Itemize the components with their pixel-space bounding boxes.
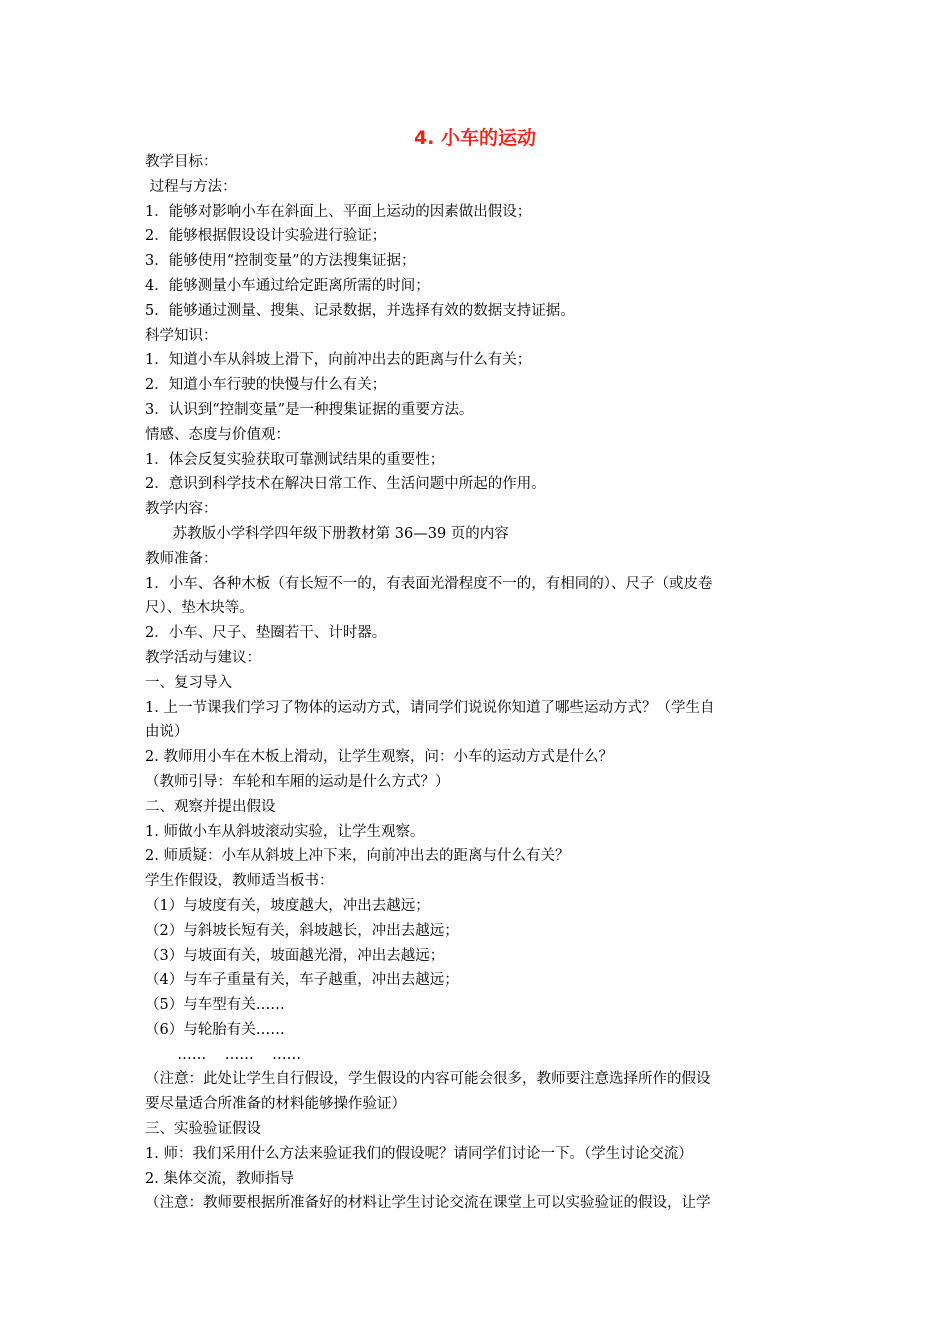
text-line: 1. 师做小车从斜坡滚动实验，让学生观察。	[145, 823, 425, 840]
text-line: 3．认识到“控制变量”是一种搜集证据的重要方法。	[145, 401, 474, 418]
text-line: 苏教版小学科学四年级下册教材第 36—39 页的内容	[145, 525, 509, 542]
text-line: （6）与轮胎有关……	[145, 1021, 285, 1038]
text-line: 由说）	[145, 724, 189, 741]
text-line: （2）与斜坡长短有关，斜坡越长，冲出去越远；	[145, 922, 459, 939]
text-line: 1．知道小车从斜坡上滑下，向前冲出去的距离与什么有关；	[145, 352, 532, 369]
text-line: 1. 师：我们采用什么方法来验证我们的假设呢？请同学们讨论一下。（学生讨论交流）	[145, 1145, 693, 1162]
text-line: （注意：教师要根据所准备好的材料让学生讨论交流在课堂上可以实验验证的假设，让学	[145, 1195, 711, 1212]
text-line: （4）与车子重量有关，车子越重，冲出去越远；	[145, 972, 459, 989]
text-line: 1. 上一节课我们学习了物体的运动方式，请同学们说说你知道了哪些运动方式？（学生自	[145, 699, 715, 716]
text-line: 2．意识到科学技术在解决日常工作、生活问题中所起的作用。	[145, 476, 546, 493]
text-line: 要尽量适合所准备的材料能够操作验证）	[145, 1096, 406, 1113]
text-line: 教学目标：	[145, 154, 218, 170]
text-line: 5．能够通过测量、搜集、记录数据，并选择有效的数据支持证据。	[145, 302, 575, 319]
text-line: 情感、态度与价值观：	[145, 426, 290, 443]
text-line: 1．体会反复实验获取可靠测试结果的重要性；	[145, 451, 445, 468]
text-line: （3）与坡面有关，坡面越光滑，冲出去越远；	[145, 947, 445, 964]
text-line: 1．小车、各种木板（有长短不一的，有表面光滑程度不一的，有相同的）、尺子（或皮卷	[145, 575, 713, 592]
text-line: 3．能够使用“控制变量”的方法搜集证据；	[145, 253, 416, 270]
text-line: （教师引导：车轮和车厢的运动是什么方式？）	[145, 773, 450, 790]
text-line: 教师准备：	[145, 550, 218, 567]
text-line: 学生作假设，教师适当板书：	[145, 873, 334, 890]
text-line: 2．小车、尺子、垫圈若干、计时器。	[145, 625, 387, 642]
document-title: 4. 小车的运动	[413, 127, 537, 149]
text-line: 二、观察并提出假设	[145, 798, 276, 815]
text-line: （注意：此处让学生自行假设，学生假设的内容可能会很多，教师要注意选择所作的假设	[145, 1071, 711, 1088]
text-line: （5）与车型有关……	[145, 997, 285, 1014]
text-line: 一、复习导入	[145, 674, 232, 691]
text-line: 2. 教师用小车在木板上滑动，让学生观察，问：小车的运动方式是什么？	[145, 749, 613, 766]
text-line: 教学活动与建议：	[145, 649, 261, 666]
text-line: 2．能够根据假设设计实验进行验证；	[145, 228, 387, 245]
text-line: 2．知道小车行驶的快慢与什么有关；	[145, 377, 387, 394]
text-line: …… …… ……	[145, 1046, 302, 1063]
text-line: 三、实验验证假设	[145, 1121, 261, 1138]
text-line: 4．能够测量小车通过给定距离所需的时间；	[145, 277, 430, 294]
text-line: （1）与坡度有关，坡度越大，冲出去越远；	[145, 897, 430, 914]
text-line: 2. 师质疑：小车从斜坡上冲下来，向前冲出去的距离与什么有关？	[145, 848, 570, 865]
text-line: 2. 集体交流，教师指导	[145, 1170, 294, 1187]
text-line: 过程与方法：	[145, 178, 237, 195]
text-line: 尺）、垫木块等。	[145, 600, 254, 617]
text-line: 教学内容：	[145, 501, 218, 518]
text-line: 1．能够对影响小车在斜面上、平面上运动的因素做出假设；	[145, 203, 532, 220]
document-body	[145, 150, 815, 1216]
text-line: 科学知识：	[145, 327, 218, 344]
